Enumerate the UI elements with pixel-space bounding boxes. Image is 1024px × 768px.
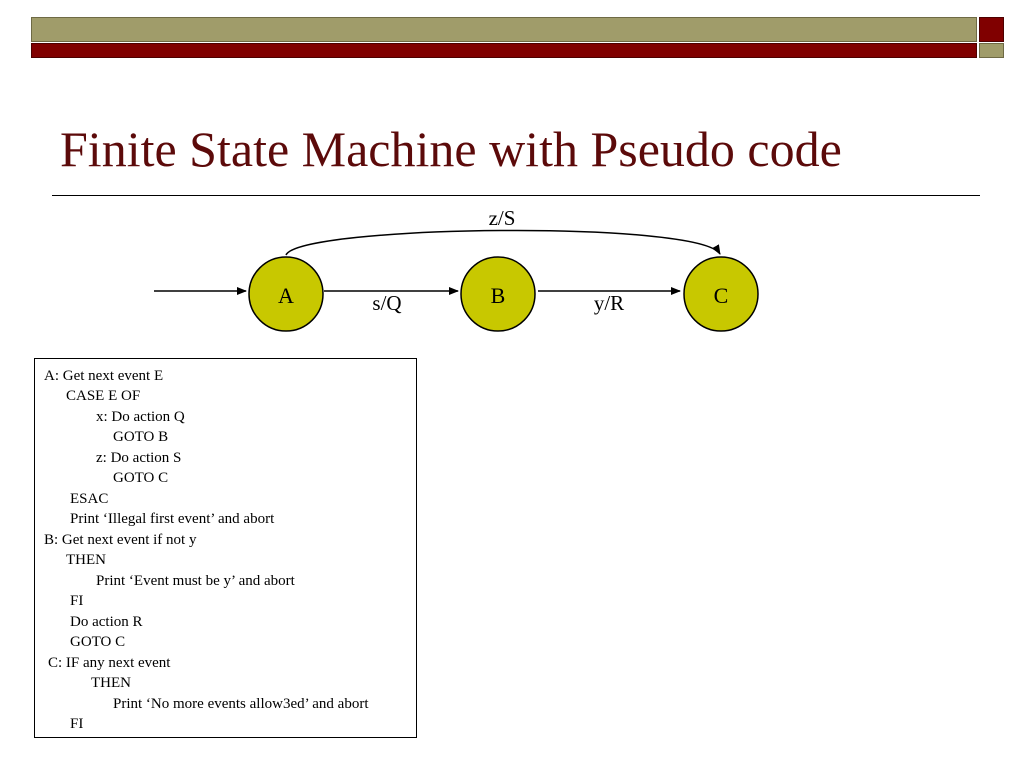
state-c-label: C — [713, 283, 729, 308]
code-line: C: IF any next event — [48, 655, 171, 671]
state-b — [461, 257, 535, 331]
code-line: THEN — [91, 675, 131, 691]
transition-label-b-c: y/R — [593, 291, 625, 315]
state-a-label: A — [278, 283, 294, 308]
state-a — [249, 257, 323, 331]
code-line: x: Do action Q — [96, 409, 185, 425]
code-line: A: Get next event E — [44, 368, 164, 384]
code-line: z: Do action S — [96, 450, 182, 466]
code-line: ESAC — [70, 491, 109, 507]
code-line: GOTO C — [70, 634, 126, 650]
code-line: Print ‘Illegal first event’ and abort — [70, 511, 275, 527]
state-c — [684, 257, 758, 331]
code-line: CASE E OF — [66, 388, 141, 404]
code-line: Print ‘No more events allow3ed’ and abort — [113, 696, 369, 712]
code-line: GOTO B — [113, 429, 169, 445]
transition-label-a-b: s/Q — [372, 291, 402, 315]
code-line: Do action R — [70, 614, 143, 630]
transition-arrow-a-c — [286, 230, 720, 255]
code-line: GOTO C — [113, 470, 169, 486]
slide-title: Finite State Machine with Pseudo code — [60, 121, 842, 177]
code-line: FI — [70, 593, 84, 609]
pseudocode-box — [34, 358, 417, 738]
transition-label-a-c: z/S — [488, 206, 516, 230]
code-line: FI — [70, 716, 84, 732]
state-b-label: B — [490, 283, 506, 308]
code-line: Print ‘Event must be y’ and abort — [96, 573, 295, 589]
code-line: B: Get next event if not y — [44, 532, 197, 548]
code-line: THEN — [66, 552, 106, 568]
